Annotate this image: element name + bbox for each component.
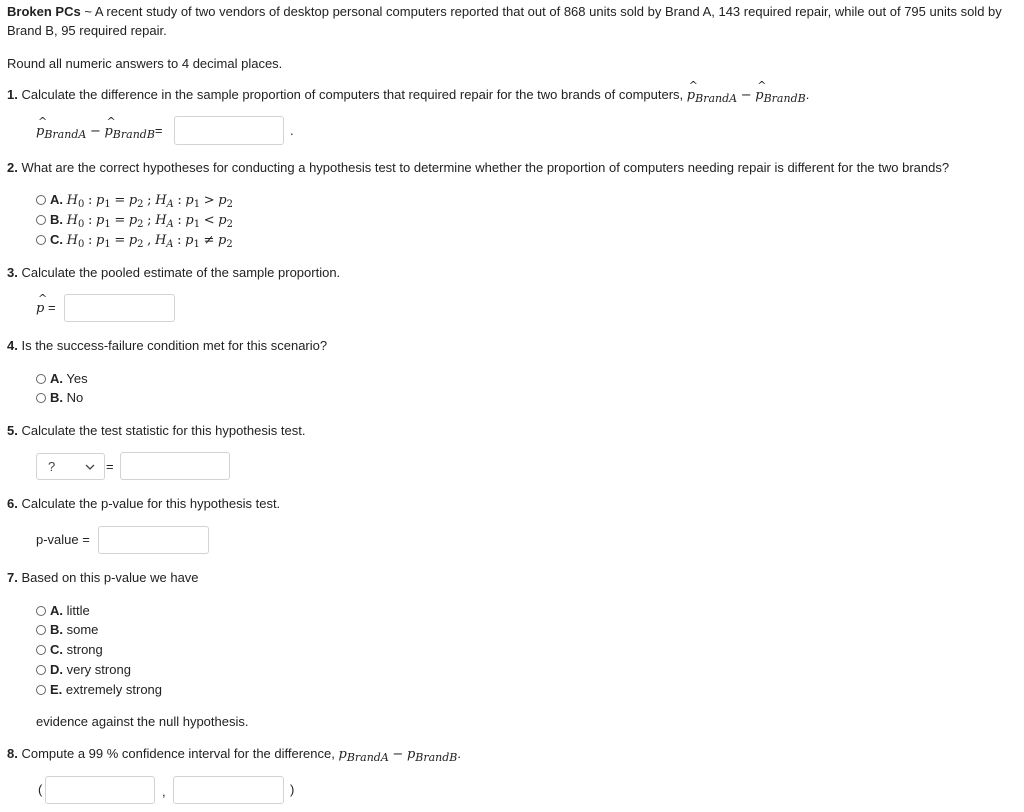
question-2-text: What are the correct hypotheses for conducting a hypothesis test to determine whether the proportion of computers needing repair is different for the two brands? — [21, 160, 950, 175]
radio-button[interactable] — [36, 235, 46, 245]
q8-difference-expression: $p_{BrandA} - p_{BrandB}$. — [338, 746, 462, 764]
q2-option-a[interactable]: A. $H_0$ : $p_1 = p_2$ ; $H_A$ : $p_1 > p_2$ — [36, 192, 233, 210]
question-1 — [7, 87, 809, 105]
q1-trailing-dot: . — [290, 123, 294, 138]
radio-button[interactable] — [36, 665, 46, 675]
q1-difference-expression: ^ $p_{BrandA}$ − ^ $p_{BrandB}$. — [687, 87, 810, 102]
q7-option-b[interactable]: B. some — [36, 622, 98, 637]
q8-lower-bound-input[interactable] — [45, 776, 155, 804]
question-5 — [7, 423, 305, 438]
radio-button[interactable] — [36, 215, 46, 225]
question-3-text: Calculate the pooled estimate of the sample proportion. — [21, 265, 341, 280]
question-5-text: Calculate the test statistic for this hypothesis test. — [21, 423, 306, 438]
question-4-number: 4. — [7, 338, 18, 353]
question-1-number: 1. — [7, 87, 18, 102]
question-7-number: 7. — [7, 570, 18, 585]
q4-option-a[interactable]: A. Yes — [36, 371, 88, 386]
question-8-number: 8. — [7, 746, 18, 761]
q8-close-paren: ) — [290, 782, 295, 797]
q2-option-b[interactable]: B. $H_0$ : $p_1 = p_2$ ; $H_A$ : $p_1 < p_2$ — [36, 212, 233, 230]
q2-option-c[interactable]: C. $H_0$ : $p_1 = p_2$ , $H_A$ : $p_1 \ne p_2$ — [36, 232, 233, 250]
question-6-number: 6. — [7, 496, 18, 511]
question-3 — [7, 265, 340, 280]
q7-after-text: evidence against the null hypothesis. — [36, 714, 249, 729]
chevron-down-icon — [85, 462, 95, 472]
rounding-instructions: Round all numeric answers to 4 decimal places. — [7, 56, 283, 71]
question-5-number: 5. — [7, 423, 18, 438]
q1-answer-label: ^ $p_{BrandA}$ − ^ $p_{BrandB}=$ — [36, 123, 163, 141]
problem-intro-line1 — [7, 4, 1002, 19]
question-6-text: Calculate the p-value for this hypothesis test. — [21, 496, 281, 511]
radio-button[interactable] — [36, 645, 46, 655]
question-3-number: 3. — [7, 265, 18, 280]
q8-upper-bound-input[interactable] — [173, 776, 284, 804]
radio-button[interactable] — [36, 685, 46, 695]
question-7 — [7, 570, 199, 585]
q7-option-d[interactable]: D. very strong — [36, 662, 131, 677]
title-separator: ~ — [84, 4, 92, 19]
question-6 — [7, 496, 280, 511]
radio-button[interactable] — [36, 195, 46, 205]
q4-option-b[interactable]: B. No — [36, 390, 83, 405]
question-8-text: Compute a 99 % confidence interval for the difference, — [21, 746, 335, 761]
q6-pvalue-label: p-value = — [36, 532, 90, 547]
q7-option-c[interactable]: C. strong — [36, 642, 103, 657]
q7-option-a[interactable]: A. little — [36, 603, 90, 618]
radio-button[interactable] — [36, 374, 46, 384]
radio-button[interactable] — [36, 606, 46, 616]
radio-button[interactable] — [36, 393, 46, 403]
q8-comma: , — [162, 784, 166, 799]
q5-statistic-dropdown[interactable] — [36, 453, 105, 480]
question-1-text: Calculate the difference in the sample proportion of computers that required repair for the two brands of computers, — [21, 87, 684, 102]
q6-pvalue-input[interactable] — [98, 526, 209, 554]
q8-open-paren: ( — [38, 782, 43, 797]
question-2-number: 2. — [7, 160, 18, 175]
dropdown-value: ? — [48, 459, 56, 474]
intro-text-line2: Brand B, 95 required repair. — [7, 23, 167, 38]
q1-difference-input[interactable] — [174, 116, 284, 145]
question-2 — [7, 160, 949, 175]
radio-button[interactable] — [36, 625, 46, 635]
intro-text-line1: A recent study of two vendors of desktop personal computers reported that out of 868 units sold by Brand A, 143 required repair, while out of 795 units sold by — [94, 4, 1002, 19]
q5-test-statistic-input[interactable] — [120, 452, 230, 480]
q5-equals: = — [106, 459, 114, 474]
question-4 — [7, 338, 327, 353]
q7-option-e[interactable]: E. extremely strong — [36, 682, 162, 697]
question-8 — [7, 746, 461, 764]
question-4-text: Is the success-failure condition met for this scenario? — [21, 338, 328, 353]
question-7-text: Based on this p-value we have — [21, 570, 199, 585]
q3-answer-label: ^ p = — [36, 300, 56, 316]
problem-title: Broken PCs — [7, 4, 81, 19]
q3-pooled-proportion-input[interactable] — [64, 294, 175, 322]
